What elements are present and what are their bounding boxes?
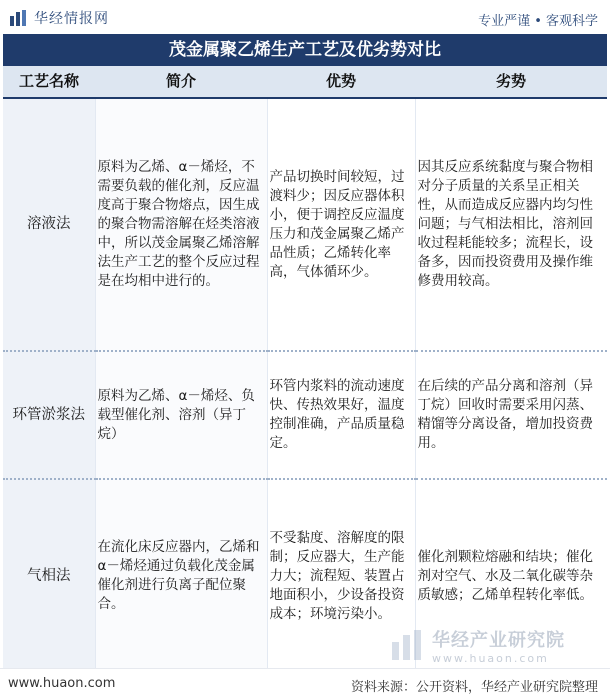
- column-header-disadvantage: 劣势: [415, 66, 607, 98]
- column-header-process: 工艺名称: [3, 66, 95, 98]
- brand[interactable]: [10, 9, 109, 27]
- comparison-table: [3, 66, 607, 672]
- table-header-row: [3, 66, 607, 98]
- page-title: 茂金属聚乙烯生产工艺及优劣势对比: [3, 34, 607, 66]
- advantage-cell: 不受黏度、溶解度的限制；反应器大，生产能力大；流程短、装置占地面积小，少设备投资成本；环境污染小。: [267, 479, 415, 672]
- table-row: [3, 479, 607, 672]
- watermark-name: 华经产业研究院: [432, 629, 565, 651]
- watermark-url: www.huaon.com: [432, 651, 549, 665]
- disadvantage-cell: 催化剂颗粒熔融和结块；催化剂对空气、水及二氧化碳等杂质敏感；乙烯单程转化率低。: [417, 548, 593, 603]
- intro-cell: 原料为乙烯、α－烯烃，不需要负载的催化剂，反应温度高于聚合物熔点，因生成的聚合物需溶解在烃类溶液中，所以茂金属聚乙烯溶解法生产工艺的整个反应过程是在均相中进行的。: [95, 98, 267, 351]
- footer: [0, 668, 610, 698]
- table-row: [3, 98, 607, 351]
- source-note: 资料来源：公开资料，华经产业研究院整理: [350, 680, 598, 695]
- disadvantage-cell: 因其反应系统黏度与聚合物相对分子质量的关系呈正相关性，从而造成反应器内均匀性问题；与气相法相比，溶剂回收过程耗能较多；流程长，设备多，因而投资费用及操作维修费用较高。: [415, 98, 607, 351]
- footer-url-link[interactable]: www.huaon.com: [8, 676, 116, 691]
- process-name-cell: 环管淤浆法: [3, 351, 95, 479]
- top-bar: [0, 0, 610, 34]
- disadvantage-cell: 在后续的产品分离和溶剂（异丁烷）回收时需要采用闪蒸、精馏等分离设备，增加投资费用。: [415, 351, 607, 479]
- process-name-cell: 溶液法: [3, 98, 95, 351]
- intro-cell: 原料为乙烯、α－烯烃、负载型催化剂、溶剂（异丁烷）: [95, 351, 267, 479]
- bar-chart-logo-icon: [10, 10, 28, 26]
- process-name-cell: 气相法: [3, 479, 95, 672]
- column-header-advantage: 优势: [267, 66, 415, 98]
- intro-cell: 在流化床反应器内，乙烯和α－烯烃通过负载化茂金属催化剂进行负离子配位聚合。: [95, 479, 267, 672]
- brand-name: 华经情报网: [34, 11, 109, 27]
- advantage-cell: 产品切换时间较短，过渡料少；因反应器体积小，便于调控反应温度压力和茂金属聚乙烯产品性质；乙烯转化率高，气体循环少。: [267, 98, 415, 351]
- column-header-intro: 简介: [95, 66, 267, 98]
- advantage-cell: 环管内浆料的流动速度快、传热效果好，温度控制准确，产品质量稳定。: [267, 351, 415, 479]
- slogan: 专业严谨 • 客观科学: [478, 14, 598, 29]
- table-row: [3, 351, 607, 479]
